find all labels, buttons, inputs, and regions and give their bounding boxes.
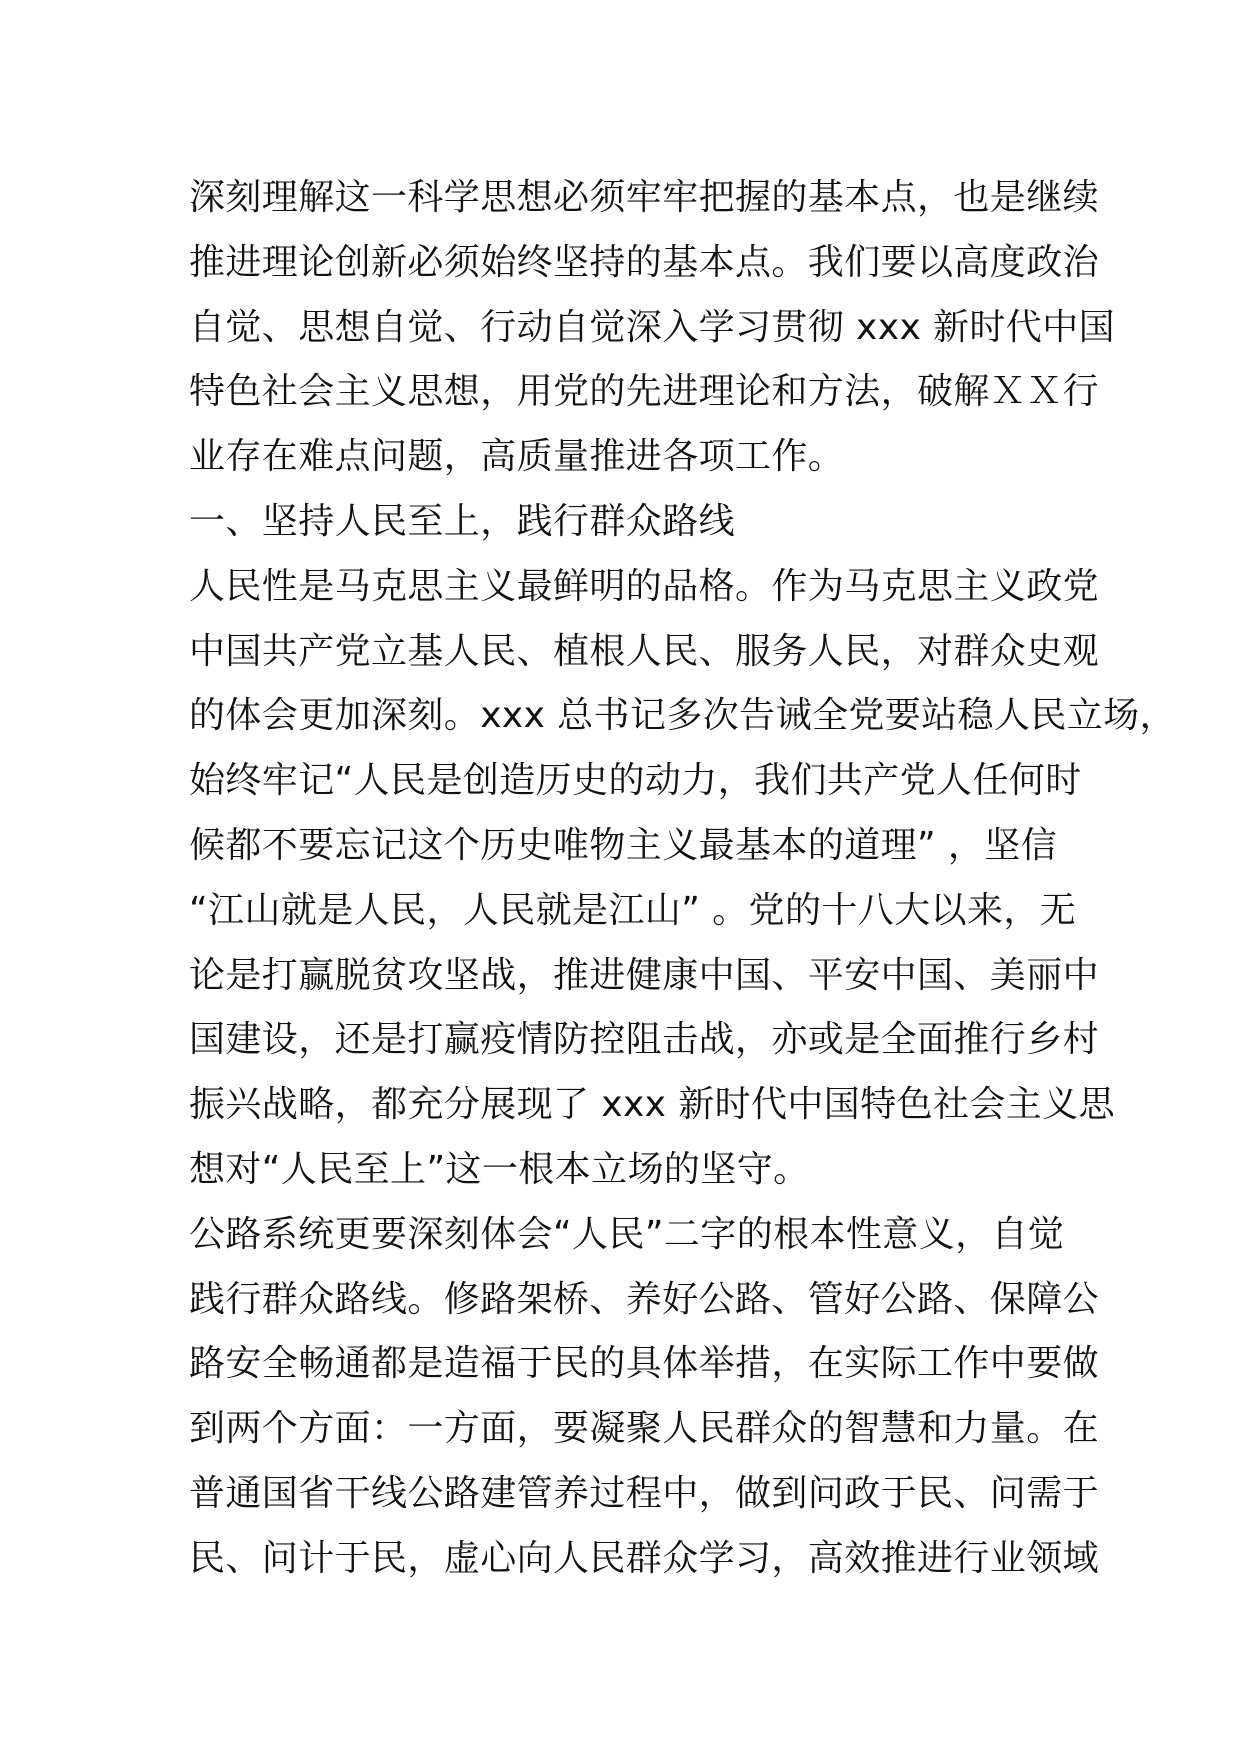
- text-line: 自觉、思想自觉、行动自觉深入学习贯彻 xxx 新时代中国: [189, 306, 1116, 348]
- text-line: 业存在难点问题，高质量推进各项工作。: [189, 436, 845, 478]
- text-line: 论是打赢脱贫攻坚战，推进健康中国、平安中国、美丽中: [189, 954, 1100, 996]
- text-line: 想对“人民至上”这一根本立场的坚守。: [189, 1148, 810, 1190]
- text-line: 路安全畅通都是造福于民的具体举措，在实际工作中要做: [189, 1343, 1100, 1385]
- text-line: 公路系统更要深刻体会“人民”二字的根本性意义，自觉: [189, 1213, 1065, 1255]
- text-line: 振兴战略，都充分展现了 xxx 新时代中国特色社会主义思: [189, 1084, 1116, 1126]
- text-line: 推进理论创新必须始终坚持的基本点。我们要以高度政治: [189, 241, 1100, 283]
- section-heading: 一、坚持人民至上，践行群众路线: [189, 500, 736, 542]
- text-line: 民、问计于民，虚心向人民群众学习，高效推进行业领域: [189, 1537, 1100, 1579]
- text-line: 深刻理解这一科学思想必须牢牢把握的基本点，也是继续: [189, 177, 1100, 218]
- text-line: 国建设，还是打赢疫情防控阻击战，亦或是全面推行乡村: [189, 1019, 1100, 1061]
- text-line: 中国共产党立基人民、植根人民、服务人民，对群众史观: [189, 630, 1100, 672]
- text-line: 始终牢记“人民是创造历史的动力，我们共产党人任何时: [189, 760, 1082, 802]
- text-line: 到两个方面：一方面，要凝聚人民群众的智慧和力量。在: [189, 1408, 1100, 1450]
- text-line: “江山就是人民，人民就是江山” 。党的十八大以来，无: [189, 889, 1077, 931]
- text-line: 普通国省干线公路建管养过程中，做到问政于民、问需于: [189, 1472, 1100, 1514]
- text-line: 特色社会主义思想，用党的先进理论和方法，破解ＸＸ行: [189, 371, 1100, 413]
- text-line: 的体会更加深刻。xxx 总书记多次告诫全党要站稳人民立场，: [189, 695, 1176, 737]
- body-text: [189, 166, 1176, 1592]
- text-line: 践行群众路线。修路架桥、养好公路、管好公路、保障公: [189, 1278, 1100, 1320]
- text-line: 人民性是马克思主义最鲜明的品格。作为马克思主义政党: [189, 565, 1100, 607]
- text-line: 候都不要忘记这个历史唯物主义最基本的道理” ，坚信: [189, 824, 1058, 866]
